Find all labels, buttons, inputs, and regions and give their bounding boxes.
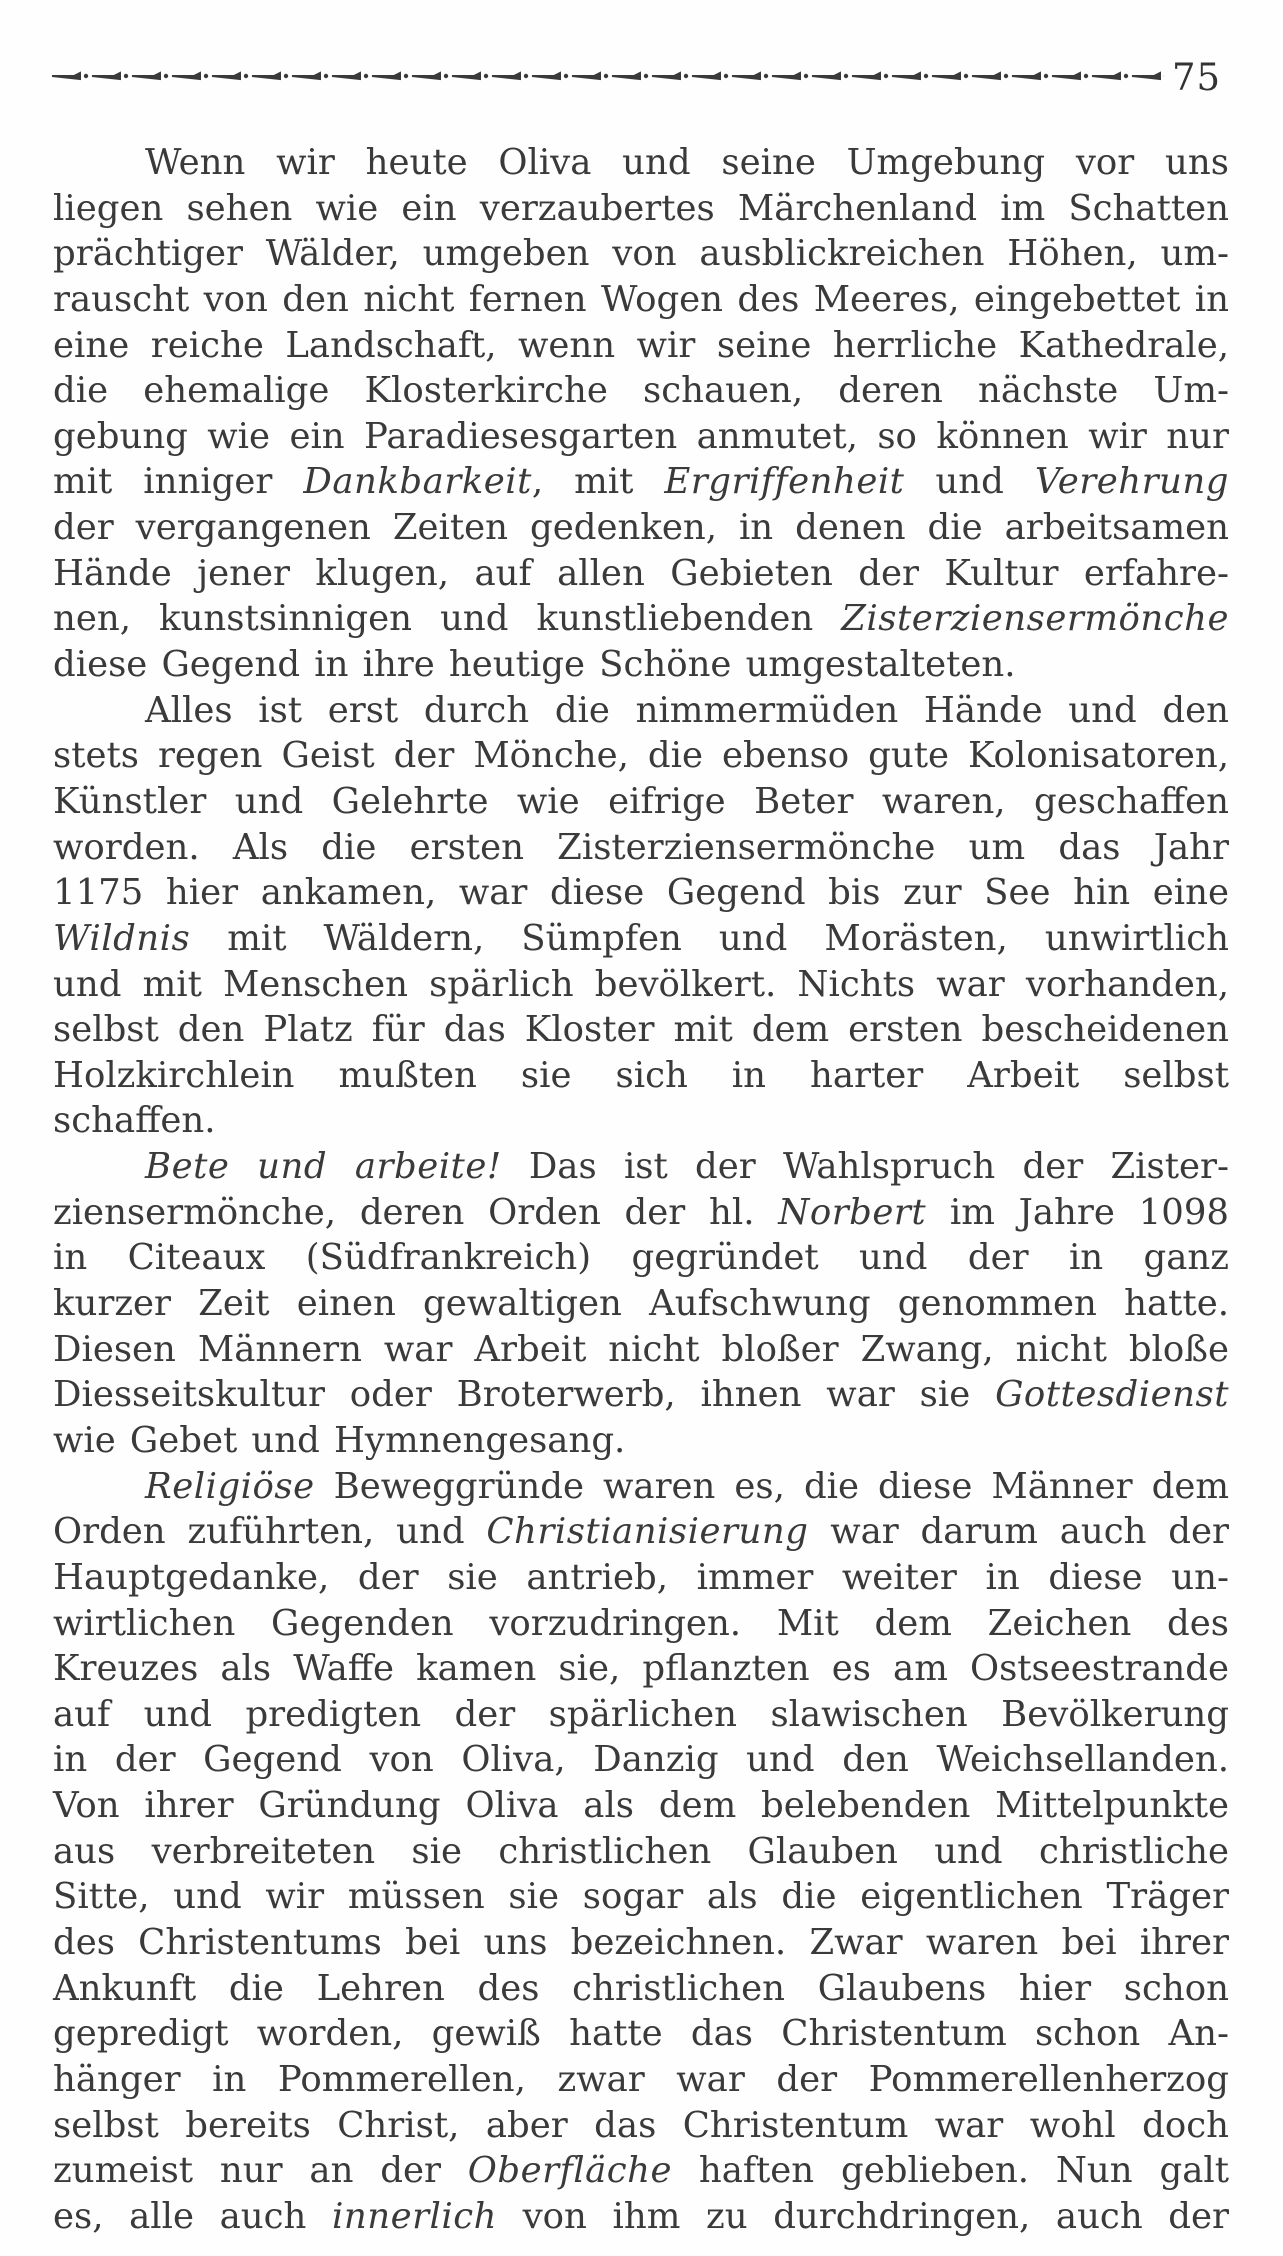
text-line xyxy=(53,1646,1229,1692)
text-line xyxy=(53,779,1229,825)
text-run: des Christentums bei uns bezeichnen. Zwar waren bei ihrer xyxy=(53,1921,1229,1963)
text-run: die ehemalige Klosterkirche schauen, deren nächste Um- xyxy=(53,370,1229,412)
text-line xyxy=(53,140,1229,186)
rule-dash xyxy=(932,73,960,79)
text-line xyxy=(53,323,1229,369)
text-line xyxy=(53,688,1229,734)
rule-dot xyxy=(404,74,408,78)
text-run: Hauptgedanke, der sie antrieb, immer weiter in diese un- xyxy=(53,1556,1229,1598)
rule-dash xyxy=(1132,73,1160,79)
rule-dash xyxy=(92,73,120,79)
text-line xyxy=(53,414,1229,460)
text-line xyxy=(53,1418,1229,1464)
text-line xyxy=(53,1601,1229,1647)
emphasized-text: Zisterziensermönche xyxy=(841,598,1229,640)
text-run: auf und predigten der spärlichen slawischen Bevölkerung xyxy=(53,1693,1229,1735)
text-run: prächtiger Wälder, umgeben von ausblickreichen Höhen, um- xyxy=(53,233,1229,275)
rule-dot xyxy=(1044,74,1048,78)
text-line xyxy=(53,1281,1229,1327)
text-line xyxy=(53,231,1229,277)
emphasized-text: Oberfläche xyxy=(467,2150,673,2192)
text-run: mit Wäldern, Sümpfen und Morästen, unwirtlich xyxy=(190,917,1229,959)
rule-dot xyxy=(924,74,928,78)
text-run: Ankunft die Lehren des christlichen Glaubens hier schon xyxy=(53,1967,1229,2009)
text-run: in Citeaux (Südfrankreich) gegründet und der in ganz xyxy=(53,1237,1229,1279)
text-run: worden. Als die ersten Zisterziensermönche um das Jahr xyxy=(53,826,1229,868)
rule-dash xyxy=(572,73,600,79)
rule-dash xyxy=(892,73,920,79)
text-run: von ihm zu durchdringen, auch der xyxy=(497,2195,1229,2237)
text-line xyxy=(53,870,1229,916)
text-run: Hände jener klugen, auf allen Gebieten der Kultur erfahre- xyxy=(53,552,1229,594)
text-line xyxy=(53,505,1229,551)
text-line xyxy=(53,1555,1229,1601)
text-line xyxy=(53,1190,1229,1236)
text-line xyxy=(53,1235,1229,1281)
rule-dot xyxy=(244,74,248,78)
text-run: Beweggründe waren es, die diese Männer dem xyxy=(314,1465,1229,1507)
text-run: kurzer Zeit einen gewaltigen Aufschwung genommen hatte. xyxy=(53,1283,1229,1325)
text-run: Alles ist erst durch die nimmermüden Hände und den xyxy=(145,689,1229,731)
text-run: Diesen Männern war Arbeit nicht bloßer Zwang, nicht bloße xyxy=(53,1328,1229,1370)
rule-dash xyxy=(492,73,520,79)
rule-dash xyxy=(372,73,400,79)
text-line xyxy=(53,642,1229,688)
text-run: diese Gegend in ihre heutige Schöne umgestalteten. xyxy=(53,644,1016,686)
text-line xyxy=(53,916,1229,962)
text-run: , mit xyxy=(531,461,665,503)
rule-dot xyxy=(364,74,368,78)
rule-dash xyxy=(1092,73,1120,79)
emphasized-text: Ergriffenheit xyxy=(664,461,905,503)
text-run: ziensermönche, deren Orden der hl. xyxy=(53,1191,779,1233)
rule-dot xyxy=(1004,74,1008,78)
text-run: Kreuzes als Waffe kamen sie, pflanzten es am Ostseestrande xyxy=(53,1648,1229,1690)
rule-dot xyxy=(284,74,288,78)
text-line xyxy=(53,1737,1229,1783)
rule-dash xyxy=(692,73,720,79)
text-line xyxy=(53,2011,1229,2057)
rule-dot xyxy=(1124,74,1128,78)
rule-dot xyxy=(724,74,728,78)
text-run: Orden zuführten, und xyxy=(53,1511,487,1553)
rule-dash xyxy=(532,73,560,79)
text-run: hänger in Pommerellen, zwar war der Pommerellenherzog xyxy=(53,2058,1229,2100)
text-run: eine reiche Landschaft, wenn wir seine herrliche Kathedrale, xyxy=(53,324,1229,366)
text-run: schaffen. xyxy=(53,1100,216,1142)
rule-dash xyxy=(772,73,800,79)
text-line xyxy=(53,1874,1229,1920)
text-line xyxy=(53,1327,1229,1373)
text-line xyxy=(53,962,1229,1008)
rule-dot xyxy=(604,74,608,78)
rule-dash xyxy=(972,73,1000,79)
rule-dot xyxy=(84,74,88,78)
text-line xyxy=(53,1692,1229,1738)
rule-dot xyxy=(844,74,848,78)
decorative-header-rule xyxy=(52,68,1164,86)
rule-dash xyxy=(132,73,160,79)
body-text xyxy=(53,140,1229,2239)
text-line xyxy=(53,1372,1229,1418)
rule-dash xyxy=(212,73,240,79)
text-run: und xyxy=(904,461,1035,503)
text-run: es, alle auch xyxy=(53,2195,332,2237)
text-run: selbst bereits Christ, aber das Christentum war wohl doch xyxy=(53,2104,1229,2146)
rule-dash xyxy=(1012,73,1040,79)
emphasized-text: Gottesdienst xyxy=(995,1374,1229,1416)
rule-dash xyxy=(412,73,440,79)
rule-dot xyxy=(204,74,208,78)
text-run: gebung wie ein Paradiesesgarten anmutet, so können wir nur xyxy=(53,415,1229,457)
rule-dash xyxy=(332,73,360,79)
text-line xyxy=(53,2148,1229,2194)
emphasized-text: innerlich xyxy=(332,2195,498,2237)
rule-dash xyxy=(292,73,320,79)
rule-dash xyxy=(612,73,640,79)
text-run: und mit Menschen spärlich bevölkert. Nichts war vorhanden, xyxy=(53,963,1229,1005)
rule-dash xyxy=(172,73,200,79)
rule-dot xyxy=(804,74,808,78)
rule-dash xyxy=(852,73,880,79)
text-line xyxy=(53,1783,1229,1829)
text-run: nen, kunstsinnigen und kunstliebenden xyxy=(53,598,842,640)
text-run: zumeist nur an der xyxy=(53,2150,468,2192)
text-run: Künstler und Gelehrte wie eifrige Beter waren, geschaffen xyxy=(53,780,1229,822)
text-line xyxy=(53,733,1229,779)
rule-dash xyxy=(1052,73,1080,79)
rule-dot xyxy=(484,74,488,78)
text-line xyxy=(53,1920,1229,1966)
rule-dot xyxy=(684,74,688,78)
text-line xyxy=(53,1053,1229,1099)
text-run: rauscht von den nicht fernen Wogen des Meeres, eingebettet in xyxy=(53,278,1229,320)
text-run: im Jahre 1098 xyxy=(926,1191,1229,1233)
rule-dash xyxy=(252,73,280,79)
text-run: Diesseitskultur oder Broterwerb, ihnen war sie xyxy=(53,1374,996,1416)
text-line xyxy=(53,368,1229,414)
emphasized-text: Verehrung xyxy=(1034,461,1229,503)
text-run: stets regen Geist der Mönche, die ebenso gute Kolonisatoren, xyxy=(53,735,1229,777)
rule-dash xyxy=(812,73,840,79)
rule-dot xyxy=(764,74,768,78)
rule-dash xyxy=(52,73,80,79)
text-run: wirtlichen Gegenden vorzudringen. Mit dem Zeichen des xyxy=(53,1602,1229,1644)
rule-dot xyxy=(524,74,528,78)
rule-dot xyxy=(124,74,128,78)
text-line xyxy=(53,1509,1229,1555)
text-run: war darum auch der xyxy=(808,1511,1229,1553)
text-line xyxy=(53,1098,1229,1144)
text-run: Wenn wir heute Oliva und seine Umgebung vor uns xyxy=(145,142,1229,183)
text-line xyxy=(53,2057,1229,2103)
text-run: Von ihrer Gründung Oliva als dem belebenden Mittelpunkte xyxy=(53,1785,1229,1827)
rule-dash xyxy=(652,73,680,79)
rule-dash xyxy=(452,73,480,79)
text-run: Sitte, und wir müssen sie sogar als die eigentlichen Träger xyxy=(53,1876,1229,1918)
text-run: aus verbreiteten sie christlichen Glauben und christliche xyxy=(53,1830,1229,1872)
text-run: wie Gebet und Hymnengesang. xyxy=(53,1419,626,1461)
rule-dot xyxy=(324,74,328,78)
text-run: Das ist der Wahlspruch der Zister- xyxy=(501,1146,1229,1188)
text-line xyxy=(53,1464,1229,1510)
text-line xyxy=(53,2103,1229,2149)
text-line xyxy=(53,2194,1229,2240)
text-line xyxy=(53,277,1229,323)
text-line xyxy=(53,1966,1229,2012)
rule-dot xyxy=(444,74,448,78)
text-run: Holzkirchlein mußten sie sich in harter Arbeit selbst xyxy=(53,1054,1229,1096)
text-run: 1175 hier ankamen, war diese Gegend bis zur See hin eine xyxy=(53,872,1229,914)
text-line xyxy=(53,596,1229,642)
text-run: haften geblieben. Nun galt xyxy=(672,2150,1229,2192)
rule-dot xyxy=(1084,74,1088,78)
emphasized-text: Dankbarkeit xyxy=(303,461,532,503)
text-line xyxy=(53,1829,1229,1875)
emphasized-text: Religiöse xyxy=(145,1465,315,1507)
text-line xyxy=(53,551,1229,597)
rule-dot xyxy=(644,74,648,78)
text-run: mit inniger xyxy=(53,461,304,503)
emphasized-text: Bete und arbeite! xyxy=(145,1146,502,1188)
rule-dot xyxy=(564,74,568,78)
text-line xyxy=(53,186,1229,232)
text-run: der vergangenen Zeiten gedenken, in denen die arbeitsamen xyxy=(53,507,1229,549)
emphasized-text: Christianisierung xyxy=(486,1511,809,1553)
page-number: 75 xyxy=(1172,56,1222,99)
text-line xyxy=(53,1007,1229,1053)
text-line xyxy=(53,459,1229,505)
text-line xyxy=(53,825,1229,871)
emphasized-text: Norbert xyxy=(778,1191,927,1233)
rule-dot xyxy=(164,74,168,78)
rule-dash xyxy=(732,73,760,79)
text-run: in der Gegend von Oliva, Danzig und den Weichsellanden. xyxy=(53,1739,1229,1781)
text-line xyxy=(53,1144,1229,1190)
rule-dot xyxy=(884,74,888,78)
rule-dot xyxy=(964,74,968,78)
text-run: gepredigt worden, gewiß hatte das Christentum schon An- xyxy=(53,2013,1229,2055)
text-run: selbst den Platz für das Kloster mit dem ersten bescheidenen xyxy=(53,1009,1229,1051)
text-run: liegen sehen wie ein verzaubertes Märchenland im Schatten xyxy=(53,187,1229,229)
emphasized-text: Wildnis xyxy=(53,917,191,959)
